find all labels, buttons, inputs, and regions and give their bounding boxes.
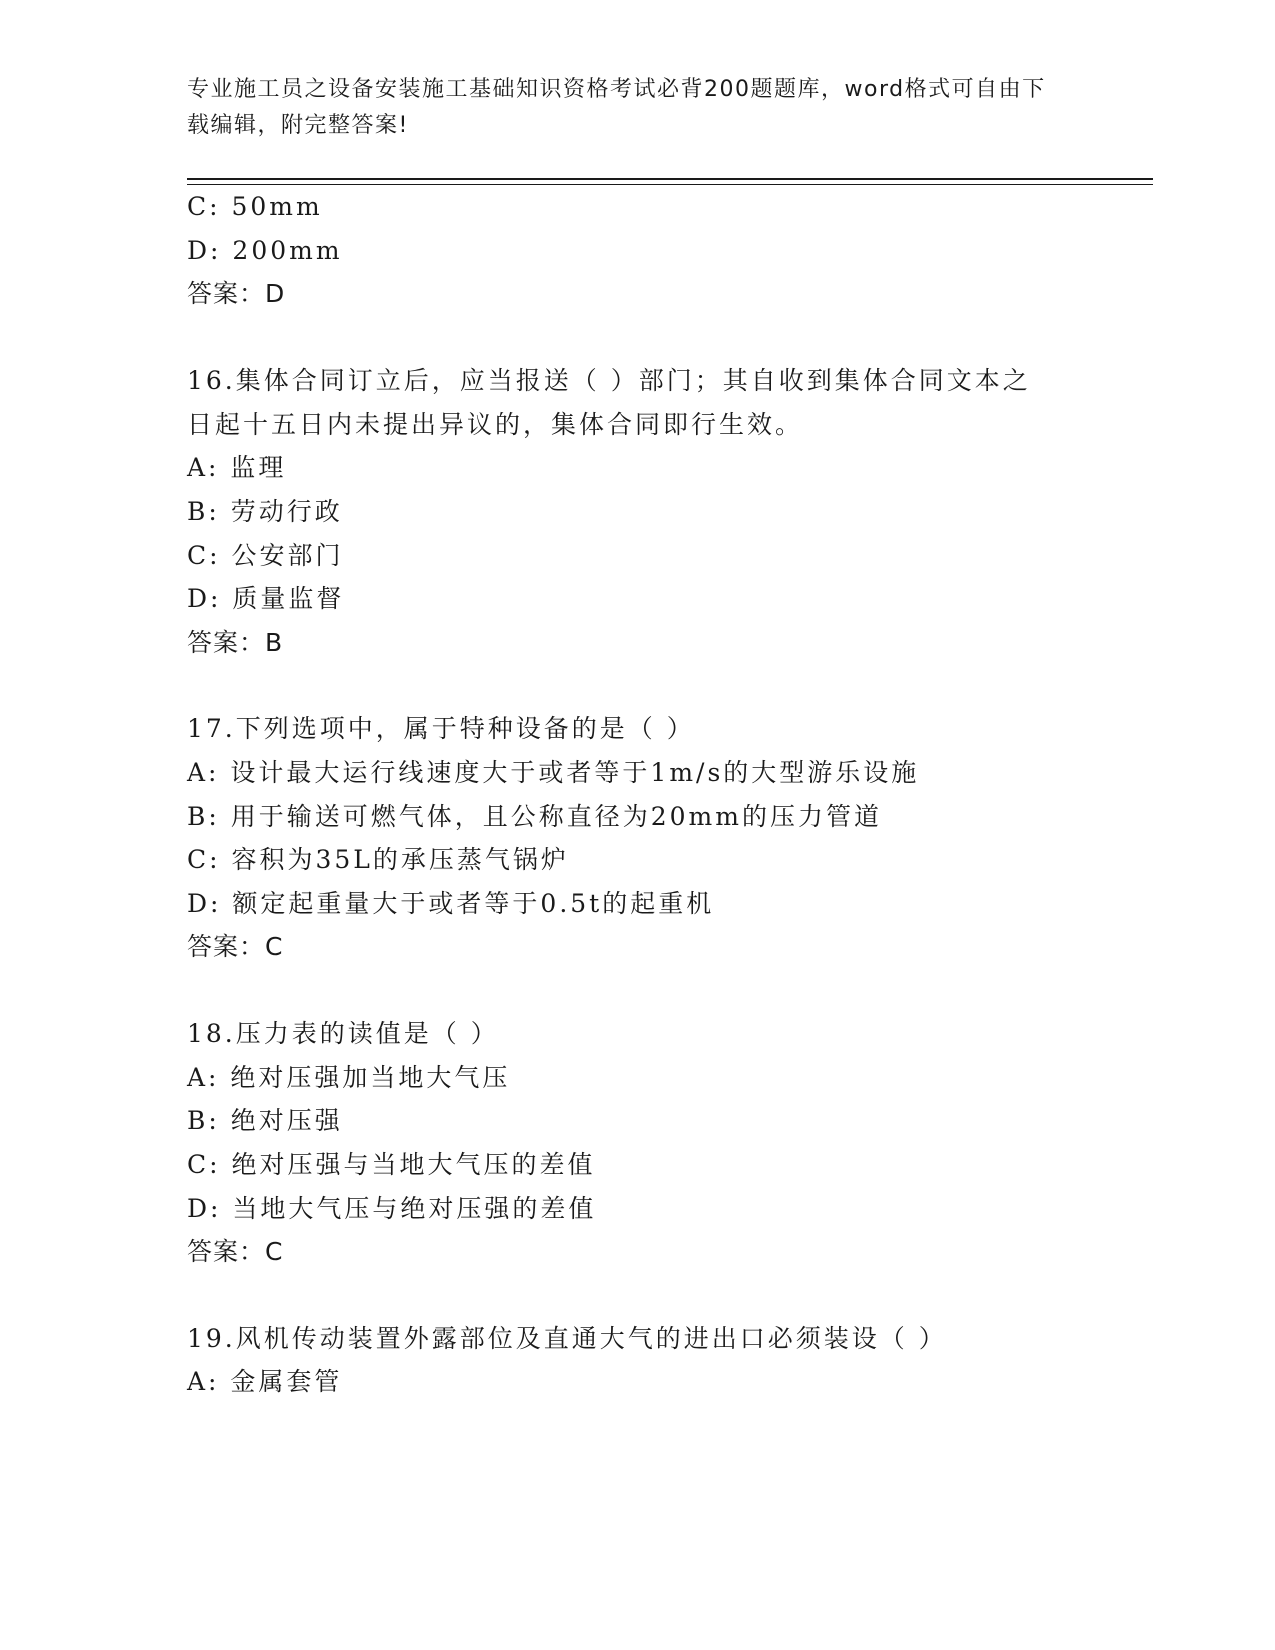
- q16-answer: 答案：B: [187, 628, 284, 657]
- q19-option-a: A: 金属套管: [187, 1367, 343, 1396]
- q18-option-c: C: 绝对压强与当地大气压的差值: [187, 1150, 596, 1179]
- q17-option-a: A: 设计最大运行线速度大于或者等于1m/s的大型游乐设施: [187, 758, 920, 787]
- q17-option-b: B: 用于输送可燃气体，且公称直径为20mm的压力管道: [187, 802, 882, 831]
- q17-question: 17.下列选项中，属于特种设备的是（ ）: [187, 714, 695, 743]
- q15-answer: 答案：D: [187, 279, 286, 308]
- q15-option-c: C: 50mm: [187, 192, 323, 221]
- q17-option-d: D: 额定起重量大于或者等于0.5t的起重机: [187, 889, 715, 918]
- q18-option-d: D: 当地大气压与绝对压强的差值: [187, 1194, 597, 1223]
- q17-answer: 答案：C: [187, 932, 284, 961]
- q18-question: 18.压力表的读值是（ ）: [187, 1019, 499, 1048]
- q16-question-line-2: 日起十五日内未提出异议的，集体合同即行生效。: [187, 410, 804, 439]
- q18-option-a: A: 绝对压强加当地大气压: [187, 1063, 511, 1092]
- header-divider-thin: [187, 184, 1153, 185]
- header-divider-thick: [187, 178, 1153, 180]
- q18-answer: 答案：C: [187, 1237, 284, 1266]
- q18-option-b: B: 绝对压强: [187, 1106, 343, 1135]
- q16-question-line-1: 16.集体合同订立后，应当报送（ ）部门；其自收到集体合同文本之: [187, 366, 1031, 395]
- q16-option-d: D: 质量监督: [187, 584, 345, 613]
- q19-question: 19.风机传动装置外露部位及直通大气的进出口必须装设（ ）: [187, 1324, 947, 1353]
- q17-option-c: C: 容积为35L的承压蒸气锅炉: [187, 845, 569, 874]
- q15-option-d: D: 200mm: [187, 236, 343, 265]
- q16-option-c: C: 公安部门: [187, 541, 344, 570]
- q16-option-b: B: 劳动行政: [187, 497, 343, 526]
- document-header-title: 专业施工员之设备安装施工基础知识资格考试必背200题题库，word格式可自由下载编辑，附完整答案!: [187, 77, 1046, 138]
- q16-option-a: A: 监理: [187, 453, 287, 482]
